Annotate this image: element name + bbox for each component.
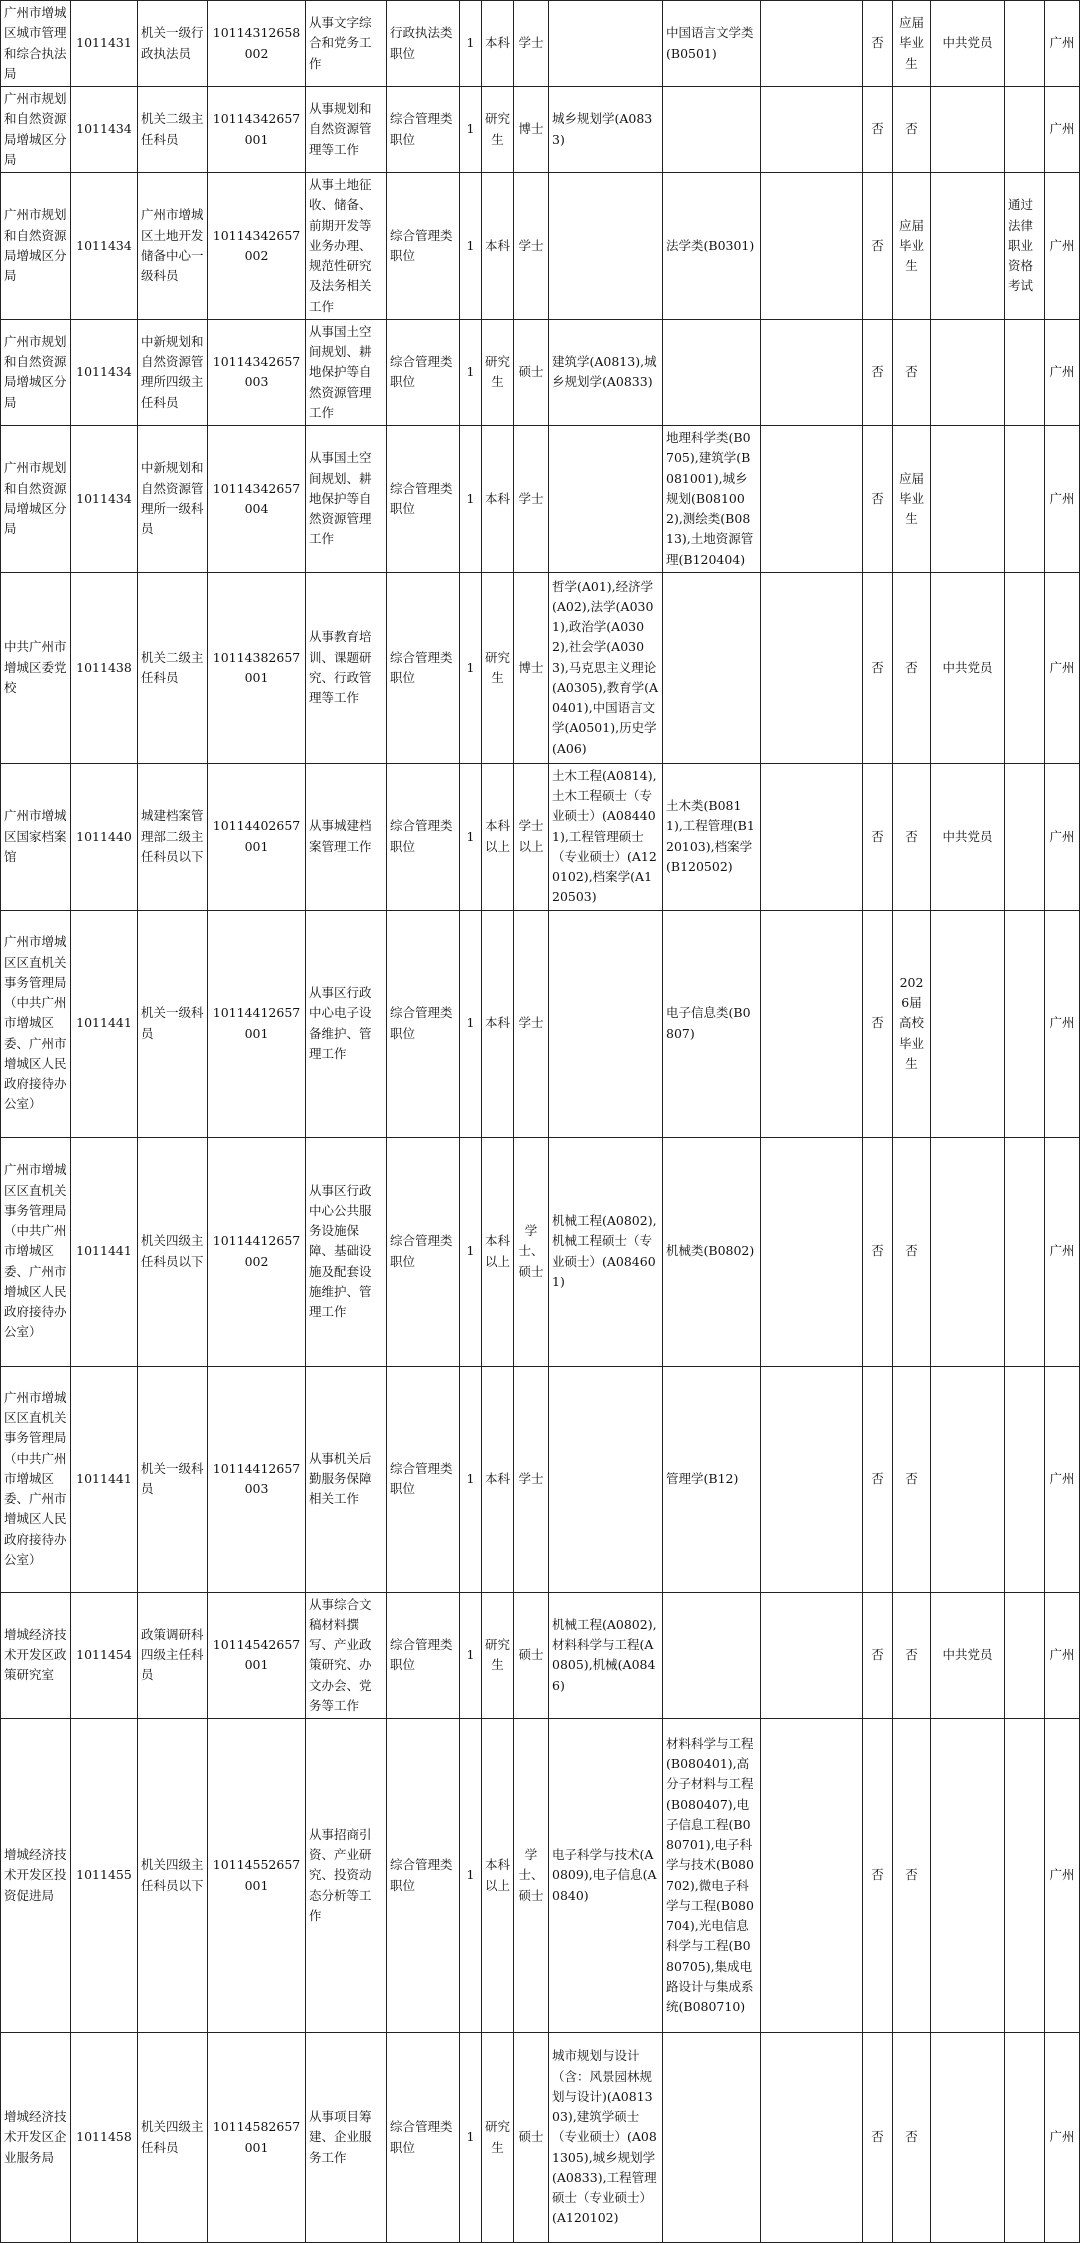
- work-experience-cell: 否: [863, 87, 893, 173]
- political-status-cell: [931, 1137, 1005, 1366]
- junior-college-major-cell: [761, 1, 863, 87]
- junior-college-major-cell: [761, 572, 863, 763]
- degree-cell: 学士、硕士: [514, 1719, 549, 2033]
- position-title-cell: 政策调研科四级主任科员: [138, 1592, 208, 1719]
- dept-code-cell: 1011434: [71, 173, 138, 320]
- work-location-cell: 广州: [1045, 426, 1080, 573]
- position-category-cell: 行政执法类职位: [387, 1, 460, 87]
- dept-code-cell: 1011458: [71, 2033, 138, 2243]
- work-location-cell: 广州: [1045, 2033, 1080, 2243]
- duty-description-cell: 从事区行政中心电子设备维护、管理工作: [306, 910, 387, 1137]
- junior-college-major-cell: [761, 87, 863, 173]
- other-requirements-cell: 通过法律职业资格考试: [1005, 173, 1045, 320]
- dept-code-cell: 1011434: [71, 319, 138, 425]
- postgraduate-major-cell: 土木工程(A0814),土木工程硕士（专业硕士）(A084401),工程管理硕士（专业硕士）(A120102),档案学(A120503): [549, 763, 663, 910]
- position-title-cell: 广州市增城区土地开发储备中心一级科员: [138, 173, 208, 320]
- other-requirements-cell: [1005, 426, 1045, 573]
- work-experience-cell: 否: [863, 572, 893, 763]
- duty-description-cell: 从事国土空间规划、耕地保护等自然资源管理工作: [306, 319, 387, 425]
- postgraduate-major-cell: 机械工程(A0802),材料科学与工程(A0805),机械(A0846): [549, 1592, 663, 1719]
- position-category-cell: 综合管理类职位: [387, 426, 460, 573]
- candidate-source-cell: 否: [893, 1137, 931, 1366]
- political-status-cell: [931, 319, 1005, 425]
- duty-description-cell: 从事区行政中心公共服务设施保障、基础设施及配套设施维护、管理工作: [306, 1137, 387, 1366]
- dept-code-cell: 1011455: [71, 1719, 138, 2033]
- junior-college-major-cell: [761, 910, 863, 1137]
- postgraduate-major-cell: [549, 910, 663, 1137]
- other-requirements-cell: [1005, 1592, 1045, 1719]
- department-cell: 广州市规划和自然资源局增城区分局: [1, 173, 71, 320]
- work-experience-cell: 否: [863, 1719, 893, 2033]
- education-cell: 研究生: [482, 1592, 514, 1719]
- degree-cell: 博士: [514, 87, 549, 173]
- postgraduate-major-cell: 建筑学(A0813),城乡规划学(A0833): [549, 319, 663, 425]
- degree-cell: 学士: [514, 1, 549, 87]
- department-cell: 增城经济技术开发区企业服务局: [1, 2033, 71, 2243]
- recruit-count-cell: 1: [460, 763, 482, 910]
- department-cell: 广州市增城区区直机关事务管理局（中共广州市增城区委、广州市增城区人民政府接待办公室）: [1, 1366, 71, 1592]
- department-cell: 广州市增城区区直机关事务管理局（中共广州市增城区委、广州市增城区人民政府接待办公室）: [1, 1137, 71, 1366]
- recruit-count-cell: 1: [460, 426, 482, 573]
- undergraduate-major-cell: [663, 319, 761, 425]
- postgraduate-major-cell: 城乡规划学(A0833): [549, 87, 663, 173]
- junior-college-major-cell: [761, 319, 863, 425]
- political-status-cell: 中共党员: [931, 763, 1005, 910]
- undergraduate-major-cell: 材料科学与工程(B080401),高分子材料与工程(B080407),电子信息工程(B080701),电子科学与技术(B080702),微电子科学与工程(B080704),光电信息科学与工程(B080705),集成电路设计与集成系统(B080710): [663, 1719, 761, 2033]
- work-location-cell: 广州: [1045, 1, 1080, 87]
- undergraduate-major-cell: 土木类(B0811),工程管理(B120103),档案学(B120502): [663, 763, 761, 910]
- work-location-cell: 广州: [1045, 1137, 1080, 1366]
- education-cell: 本科: [482, 1366, 514, 1592]
- position-category-cell: 综合管理类职位: [387, 572, 460, 763]
- other-requirements-cell: [1005, 87, 1045, 173]
- table-row: [1, 1592, 1080, 1719]
- undergraduate-major-cell: [663, 2033, 761, 2243]
- undergraduate-major-cell: 法学类(B0301): [663, 173, 761, 320]
- recruit-count-cell: 1: [460, 572, 482, 763]
- department-cell: 广州市增城区区直机关事务管理局（中共广州市增城区委、广州市增城区人民政府接待办公室）: [1, 910, 71, 1137]
- degree-cell: 博士: [514, 572, 549, 763]
- work-experience-cell: 否: [863, 1137, 893, 1366]
- position-code-cell: 10114342657004: [208, 426, 306, 573]
- position-code-cell: 10114382657001: [208, 572, 306, 763]
- table-row: [1, 426, 1080, 573]
- position-title-cell: 城建档案管理部二级主任科员以下: [138, 763, 208, 910]
- undergraduate-major-cell: 中国语言文学类(B0501): [663, 1, 761, 87]
- junior-college-major-cell: [761, 1137, 863, 1366]
- duty-description-cell: 从事项目筹建、企业服务工作: [306, 2033, 387, 2243]
- work-experience-cell: 否: [863, 763, 893, 910]
- position-title-cell: 中新规划和自然资源管理所四级主任科员: [138, 319, 208, 425]
- junior-college-major-cell: [761, 1366, 863, 1592]
- department-cell: 广州市规划和自然资源局增城区分局: [1, 87, 71, 173]
- table-row: [1, 87, 1080, 173]
- candidate-source-cell: 否: [893, 763, 931, 910]
- other-requirements-cell: [1005, 910, 1045, 1137]
- degree-cell: 学士以上: [514, 763, 549, 910]
- table-row: [1, 2033, 1080, 2243]
- dept-code-cell: 1011438: [71, 572, 138, 763]
- education-cell: 本科: [482, 426, 514, 573]
- political-status-cell: [931, 426, 1005, 573]
- dept-code-cell: 1011434: [71, 87, 138, 173]
- candidate-source-cell: 否: [893, 572, 931, 763]
- education-cell: 研究生: [482, 87, 514, 173]
- dept-code-cell: 1011454: [71, 1592, 138, 1719]
- political-status-cell: 中共党员: [931, 1, 1005, 87]
- duty-description-cell: 从事土地征收、储备、前期开发等业务办理、规范性研究及法务相关工作: [306, 173, 387, 320]
- position-code-cell: 10114342657001: [208, 87, 306, 173]
- position-title-cell: 机关四级主任科员以下: [138, 1137, 208, 1366]
- other-requirements-cell: [1005, 2033, 1045, 2243]
- duty-description-cell: 从事招商引资、产业研究、投资动态分析等工作: [306, 1719, 387, 2033]
- position-code-cell: 10114312658002: [208, 1, 306, 87]
- other-requirements-cell: [1005, 763, 1045, 910]
- department-cell: 广州市增城区国家档案馆: [1, 763, 71, 910]
- position-title-cell: 机关二级主任科员: [138, 87, 208, 173]
- education-cell: 本科以上: [482, 1137, 514, 1366]
- junior-college-major-cell: [761, 426, 863, 573]
- postgraduate-major-cell: [549, 426, 663, 573]
- work-location-cell: 广州: [1045, 572, 1080, 763]
- department-cell: 广州市规划和自然资源局增城区分局: [1, 426, 71, 573]
- work-experience-cell: 否: [863, 319, 893, 425]
- dept-code-cell: 1011441: [71, 1137, 138, 1366]
- recruit-count-cell: 1: [460, 1, 482, 87]
- position-category-cell: 综合管理类职位: [387, 1366, 460, 1592]
- duty-description-cell: 从事城建档案管理工作: [306, 763, 387, 910]
- position-code-cell: 10114412657003: [208, 1366, 306, 1592]
- recruit-count-cell: 1: [460, 87, 482, 173]
- position-category-cell: 综合管理类职位: [387, 1592, 460, 1719]
- table-row: [1, 1719, 1080, 2033]
- education-cell: 本科以上: [482, 1719, 514, 2033]
- junior-college-major-cell: [761, 1719, 863, 2033]
- department-cell: 中共广州市增城区委党校: [1, 572, 71, 763]
- degree-cell: 硕士: [514, 319, 549, 425]
- education-cell: 研究生: [482, 572, 514, 763]
- work-experience-cell: 否: [863, 910, 893, 1137]
- table-row: [1, 1, 1080, 87]
- candidate-source-cell: 否: [893, 87, 931, 173]
- recruit-count-cell: 1: [460, 1137, 482, 1366]
- position-code-cell: 10114582657001: [208, 2033, 306, 2243]
- postgraduate-major-cell: 城市规划与设计（含：风景园林规划与设计)(A081303),建筑学硕士（专业硕士）(A081305),城乡规划学(A0833),工程管理硕士（专业硕士）(A120102): [549, 2033, 663, 2243]
- position-code-cell: 10114552657001: [208, 1719, 306, 2033]
- position-category-cell: 综合管理类职位: [387, 87, 460, 173]
- political-status-cell: [931, 87, 1005, 173]
- recruit-count-cell: 1: [460, 319, 482, 425]
- education-cell: 研究生: [482, 2033, 514, 2243]
- degree-cell: 学士、硕士: [514, 1137, 549, 1366]
- work-location-cell: 广州: [1045, 87, 1080, 173]
- other-requirements-cell: [1005, 1366, 1045, 1592]
- education-cell: 本科: [482, 910, 514, 1137]
- position-title-cell: 中新规划和自然资源管理所一级科员: [138, 426, 208, 573]
- candidate-source-cell: 应届毕业生: [893, 1, 931, 87]
- duty-description-cell: 从事文字综合和党务工作: [306, 1, 387, 87]
- recruit-count-cell: 1: [460, 910, 482, 1137]
- position-title-cell: 机关一级科员: [138, 1366, 208, 1592]
- work-experience-cell: 否: [863, 173, 893, 320]
- department-cell: 广州市规划和自然资源局增城区分局: [1, 319, 71, 425]
- dept-code-cell: 1011441: [71, 1366, 138, 1592]
- position-title-cell: 机关二级主任科员: [138, 572, 208, 763]
- position-category-cell: 综合管理类职位: [387, 2033, 460, 2243]
- work-experience-cell: 否: [863, 1, 893, 87]
- position-code-cell: 10114542657001: [208, 1592, 306, 1719]
- postgraduate-major-cell: [549, 1, 663, 87]
- political-status-cell: 中共党员: [931, 572, 1005, 763]
- political-status-cell: [931, 1366, 1005, 1592]
- position-code-cell: 10114412657002: [208, 1137, 306, 1366]
- candidate-source-cell: 应届毕业生: [893, 426, 931, 573]
- position-title-cell: 机关四级主任科员: [138, 2033, 208, 2243]
- duty-description-cell: 从事国土空间规划、耕地保护等自然资源管理工作: [306, 426, 387, 573]
- table-row: [1, 1137, 1080, 1366]
- postgraduate-major-cell: [549, 1366, 663, 1592]
- table-row: [1, 173, 1080, 320]
- candidate-source-cell: 否: [893, 1592, 931, 1719]
- recruit-count-cell: 1: [460, 1592, 482, 1719]
- other-requirements-cell: [1005, 1, 1045, 87]
- position-category-cell: 综合管理类职位: [387, 319, 460, 425]
- work-location-cell: 广州: [1045, 763, 1080, 910]
- degree-cell: 硕士: [514, 2033, 549, 2243]
- undergraduate-major-cell: 电子信息类(B0807): [663, 910, 761, 1137]
- duty-description-cell: 从事机关后勤服务保障相关工作: [306, 1366, 387, 1592]
- candidate-source-cell: 否: [893, 319, 931, 425]
- other-requirements-cell: [1005, 319, 1045, 425]
- position-category-cell: 综合管理类职位: [387, 1719, 460, 2033]
- table-row: [1, 1366, 1080, 1592]
- recruit-count-cell: 1: [460, 2033, 482, 2243]
- education-cell: 研究生: [482, 319, 514, 425]
- degree-cell: 学士: [514, 910, 549, 1137]
- junior-college-major-cell: [761, 2033, 863, 2243]
- undergraduate-major-cell: [663, 572, 761, 763]
- education-cell: 本科以上: [482, 763, 514, 910]
- degree-cell: 学士: [514, 426, 549, 573]
- table-row: [1, 319, 1080, 425]
- candidate-source-cell: 应届毕业生: [893, 173, 931, 320]
- degree-cell: 硕士: [514, 1592, 549, 1719]
- political-status-cell: [931, 2033, 1005, 2243]
- education-cell: 本科: [482, 1, 514, 87]
- position-category-cell: 综合管理类职位: [387, 763, 460, 910]
- undergraduate-major-cell: 管理学(B12): [663, 1366, 761, 1592]
- other-requirements-cell: [1005, 1137, 1045, 1366]
- table-row: [1, 763, 1080, 910]
- work-experience-cell: 否: [863, 426, 893, 573]
- candidate-source-cell: 否: [893, 1366, 931, 1592]
- political-status-cell: 中共党员: [931, 1592, 1005, 1719]
- undergraduate-major-cell: 机械类(B0802): [663, 1137, 761, 1366]
- duty-description-cell: 从事教育培训、课题研究、行政管理等工作: [306, 572, 387, 763]
- position-category-cell: 综合管理类职位: [387, 1137, 460, 1366]
- position-title-cell: 机关四级主任科员以下: [138, 1719, 208, 2033]
- degree-cell: 学士: [514, 173, 549, 320]
- work-location-cell: 广州: [1045, 1592, 1080, 1719]
- candidate-source-cell: 2026届高校毕业生: [893, 910, 931, 1137]
- position-code-cell: 10114342657002: [208, 173, 306, 320]
- department-cell: 增城经济技术开发区政策研究室: [1, 1592, 71, 1719]
- recruit-count-cell: 1: [460, 1366, 482, 1592]
- degree-cell: 学士: [514, 1366, 549, 1592]
- position-title-cell: 机关一级行政执法员: [138, 1, 208, 87]
- postgraduate-major-cell: 电子科学与技术(A0809),电子信息(A0840): [549, 1719, 663, 2033]
- work-location-cell: 广州: [1045, 1366, 1080, 1592]
- position-category-cell: 综合管理类职位: [387, 910, 460, 1137]
- work-experience-cell: 否: [863, 1366, 893, 1592]
- work-experience-cell: 否: [863, 2033, 893, 2243]
- junior-college-major-cell: [761, 1592, 863, 1719]
- candidate-source-cell: 否: [893, 1719, 931, 2033]
- junior-college-major-cell: [761, 173, 863, 320]
- postgraduate-major-cell: 哲学(A01),经济学(A02),法学(A0301),政治学(A0302),社会学(A0303),马克思主义理论(A0305),教育学(A0401),中国语言文学(A0501),历史学(A06): [549, 572, 663, 763]
- recruit-count-cell: 1: [460, 1719, 482, 2033]
- work-location-cell: 广州: [1045, 319, 1080, 425]
- political-status-cell: [931, 910, 1005, 1137]
- work-location-cell: 广州: [1045, 173, 1080, 320]
- undergraduate-major-cell: [663, 87, 761, 173]
- duty-description-cell: 从事综合文稿材料撰写、产业政策研究、办文办会、党务等工作: [306, 1592, 387, 1719]
- work-location-cell: 广州: [1045, 910, 1080, 1137]
- duty-description-cell: 从事规划和自然资源管理等工作: [306, 87, 387, 173]
- undergraduate-major-cell: 地理科学类(B0705),建筑学(B081001),城乡规划(B081002),测绘类(B0813),土地资源管理(B120404): [663, 426, 761, 573]
- department-cell: 增城经济技术开发区投资促进局: [1, 1719, 71, 2033]
- postgraduate-major-cell: [549, 173, 663, 320]
- work-location-cell: 广州: [1045, 1719, 1080, 2033]
- department-cell: 广州市增城区城市管理和综合执法局: [1, 1, 71, 87]
- position-title-cell: 机关一级科员: [138, 910, 208, 1137]
- position-code-cell: 10114342657003: [208, 319, 306, 425]
- junior-college-major-cell: [761, 763, 863, 910]
- candidate-source-cell: 否: [893, 2033, 931, 2243]
- position-code-cell: 10114402657001: [208, 763, 306, 910]
- table-row: [1, 910, 1080, 1137]
- position-code-cell: 10114412657001: [208, 910, 306, 1137]
- work-experience-cell: 否: [863, 1592, 893, 1719]
- dept-code-cell: 1011431: [71, 1, 138, 87]
- undergraduate-major-cell: [663, 1592, 761, 1719]
- political-status-cell: [931, 1719, 1005, 2033]
- position-category-cell: 综合管理类职位: [387, 173, 460, 320]
- other-requirements-cell: [1005, 1719, 1045, 2033]
- table-row: [1, 572, 1080, 763]
- dept-code-cell: 1011434: [71, 426, 138, 573]
- dept-code-cell: 1011440: [71, 763, 138, 910]
- political-status-cell: [931, 173, 1005, 320]
- recruit-count-cell: 1: [460, 173, 482, 320]
- other-requirements-cell: [1005, 572, 1045, 763]
- education-cell: 本科: [482, 173, 514, 320]
- dept-code-cell: 1011441: [71, 910, 138, 1137]
- postgraduate-major-cell: 机械工程(A0802),机械工程硕士（专业硕士）(A084601): [549, 1137, 663, 1366]
